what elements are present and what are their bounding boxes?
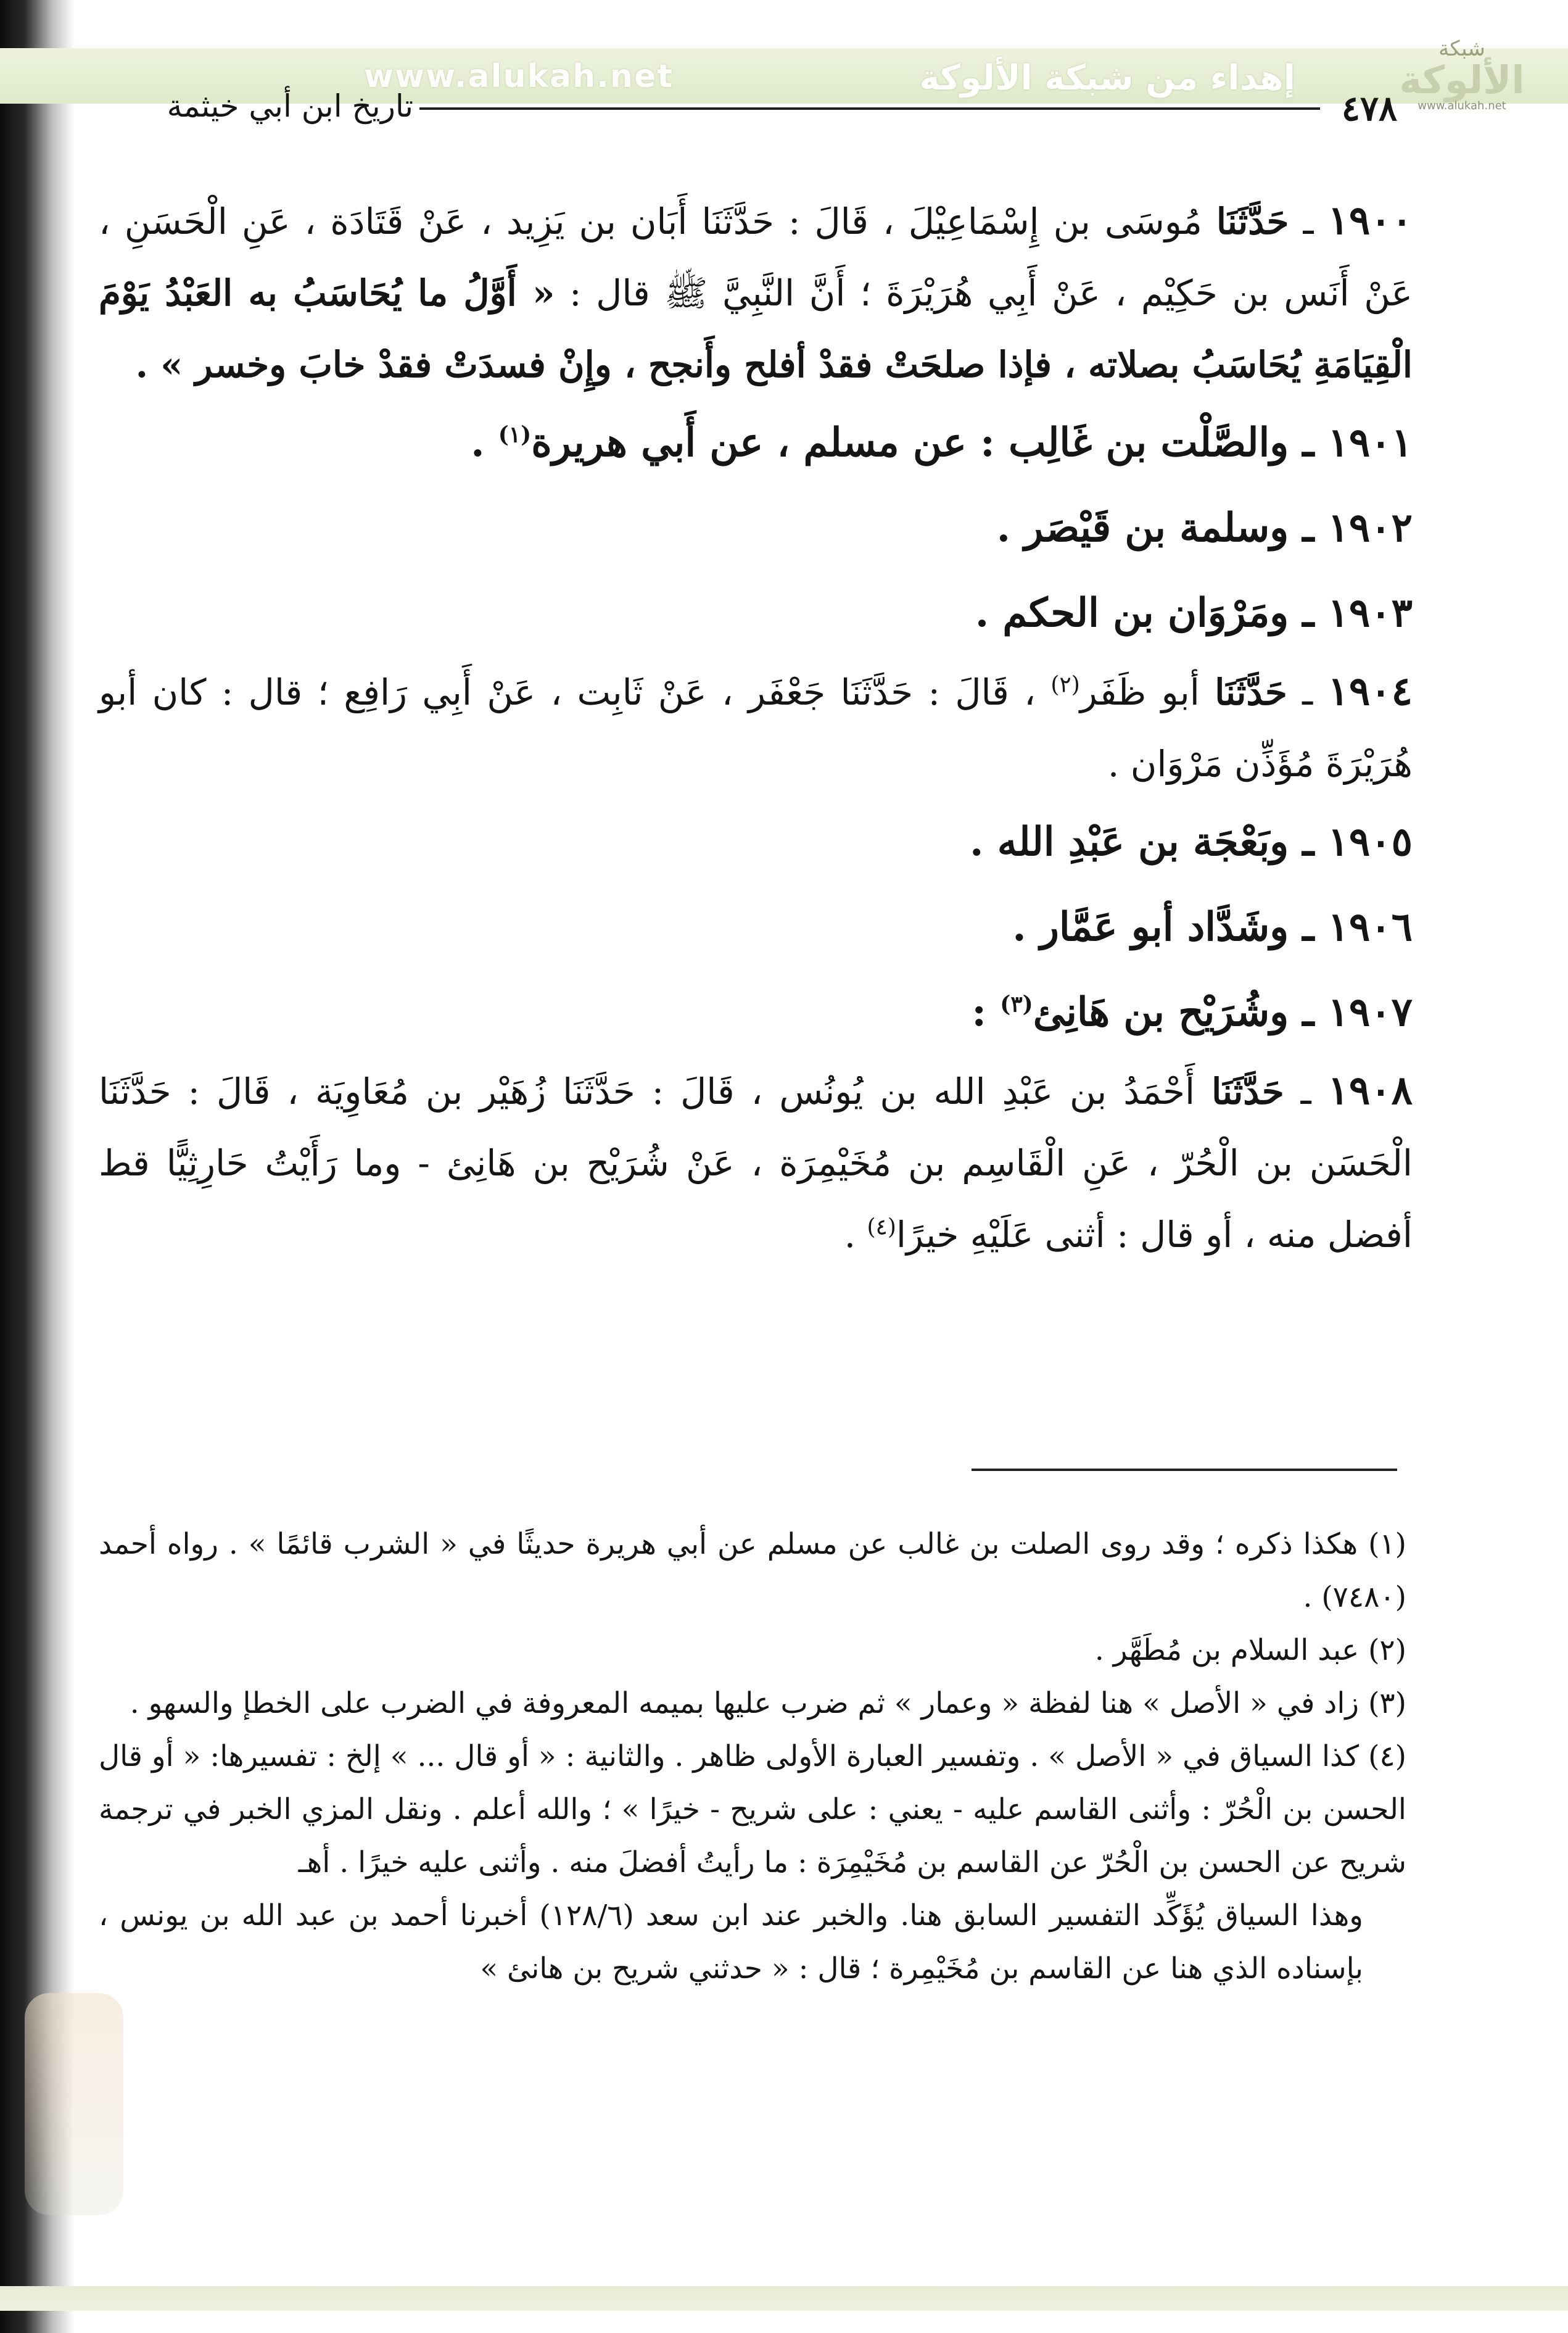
entry-1908: ١٩٠٨ ـ حَدَّثَنَا أَحْمَدُ بن عَبْدِ الله بن يُونُس ، قَالَ : حَدَّثَنَا زُهَيْر بن مُعَاوِيَة ، قَالَ : حَدَّثَنَا الْحَسَن بن الْحُرّ ، عَنِ الْقَاسِم بن مُخَيْمِرَة ، عَنْ شُرَيْح بن هَانِئ - وما رَأَيْتُ حَارِثِيًّا قط أفضل منه ، أو قال : أثنى عَلَيْهِ خيرًا$^{(٤)}$ .	[99, 1067, 1413, 1256]
main-text	[99, 185, 1413, 1270]
logo-url-text: www.alukah.net	[1417, 99, 1506, 112]
footnote-marker: (٢)	[1368, 1633, 1406, 1667]
footnote-separator	[972, 1469, 1397, 1471]
footnote-ref[interactable]: (٢)	[1050, 672, 1080, 698]
entry-text: ومَرْوَان بن الحكم .	[975, 590, 1289, 636]
banner-gift-text: إهداء من شبكة الألوكة	[919, 58, 1295, 98]
logo-main-text: الألوكة	[1399, 57, 1525, 102]
page-number: ٤٧٨	[1341, 88, 1398, 129]
footnote-text: كذا السياق في « الأصل » . وتفسير العبارة الأولى ظاهر . والثانية : « أو قال ... » إلخ : تفسيرها: « أو قال الحسن بن الْحُرّ : وأثنى القاسم عليه - يعني : على شريح - خيرًا » ؛ والله أعلم . ونقل المزي الخبر في ترجمة شريح عن الحسن بن الْحُرّ عن القاسم بن مُخَيْمِرَة : ما رأيتُ أفضلَ منه . وأثنى عليه خيرًا . أهـ	[99, 1739, 1406, 1879]
footnote-4	[99, 1730, 1406, 1889]
entry-1903: ١٩٠٣ ـ ومَرْوَان بن الحكم .	[975, 590, 1413, 636]
entry-text: أبو ظَفَر	[1079, 671, 1200, 713]
page-edge-shadow	[0, 0, 74, 2333]
header-rule	[419, 107, 1320, 110]
entry-number: ١٩٠٨	[1327, 1067, 1413, 1114]
entry-1906: ١٩٠٦ ـ وشَدَّاد أبو عَمَّار .	[1012, 904, 1413, 950]
entry-text: وبَعْجَة بن عَبْدِ الله .	[970, 819, 1289, 865]
entry-tail: :	[972, 989, 1001, 1035]
entry-1905: ١٩٠٥ ـ وبَعْجَة بن عَبْدِ الله .	[970, 819, 1413, 865]
entry-1902: ١٩٠٢ ـ وسلمة بن قَيْصَر .	[996, 505, 1413, 551]
entry-1904: ١٩٠٤ ـ حَدَّثَنَا أبو ظَفَر$^{(٢)}$ ، قَالَ : حَدَّثَنَا جَعْفَر ، عَنْ ثَابِت ، عَنْ أَبِي رَافِع ؛ قال : كان أبو هُرَيْرَةَ مُؤَذِّن مَرْوَان .	[99, 668, 1413, 785]
banner-site-url[interactable]: www.alukah.net	[364, 58, 674, 95]
entry-number: ١٩٠٤	[1327, 668, 1413, 715]
entry-number: ١٩٠٦	[1327, 904, 1413, 950]
footnote-ref[interactable]: (٤)	[867, 1214, 896, 1240]
entry-text: وشُرَيْح بن هَانِئ	[1033, 989, 1289, 1035]
hadith-quote: « أَوَّلُ ما يُحَاسَبُ به العَبْدُ يَوْمَ الْقِيَامَةِ يُحَاسَبُ بصلاته ، فإذا صلحَتْ فقدْ أفلح وأَنجح ، وإِنْ فسدَتْ فقدْ خابَ وخسر » .	[99, 272, 1413, 386]
corner-watermark	[25, 1993, 123, 2215]
entry-number: ١٩٠١	[1327, 420, 1413, 466]
footnote-ref[interactable]: (١)	[498, 421, 532, 448]
entry-1907: ١٩٠٧ ـ وشُرَيْح بن هَانِئ$^{(٣)}$ :	[972, 989, 1413, 1035]
footnote-ref[interactable]: (٣)	[1000, 991, 1033, 1017]
footnote-2	[99, 1624, 1406, 1677]
entry-tail: .	[844, 1214, 867, 1256]
entry-text: مُوسَى بن إِسْمَاعِيْلَ ، قَالَ : حَدَّثَنَا أَبَان بن يَزِيد ، عَنْ قَتَادَة ، عَنِ الْحَسَنِ ، عَنْ أَنَس بن حَكِيْم ، عَنْ أَبِي هُرَيْرَةَ ؛ أَنَّ النَّبِيَّ ﷺ قال :	[99, 201, 1413, 314]
entry-text: وسلمة بن قَيْصَر .	[996, 505, 1289, 551]
entry-text-cont: ، قَالَ : حَدَّثَنَا جَعْفَر ، عَنْ ثَابِت ، عَنْ أَبِي رَافِع ؛ قال : كان أبو هُرَيْرَةَ مُؤَذِّن مَرْوَان .	[99, 671, 1413, 785]
logo-top-text: شبكة	[1438, 36, 1485, 61]
running-title: تاريخ ابن أبي خيثمة	[167, 88, 413, 124]
entry-text: وشَدَّاد أبو عَمَّار .	[1012, 904, 1289, 950]
chain-keyword: حَدَّثَنَا	[1216, 201, 1289, 242]
footnote-text: هكذا ذكره ؛ وقد روى الصلت بن غالب عن مسلم عن أبي هريرة حديثًا في « الشرب قائمًا » . رواه أحمد (٧٤٨٠) .	[99, 1527, 1406, 1614]
entry-1901: ١٩٠١ ـ والصَّلْت بن غَالِب : عن مسلم ، عن أَبي هريرة$^{(١)}$ .	[471, 420, 1413, 466]
chain-keyword: حَدَّثَنَا	[1211, 1071, 1284, 1113]
entry-number: ١٩٠٢	[1327, 505, 1413, 551]
footnote-1	[99, 1518, 1406, 1624]
footnotes	[99, 1518, 1406, 1995]
entry-tail: .	[471, 420, 498, 466]
footnote-4-continuation: وهذا السياق يُؤَكِّد التفسير السابق هنا. والخبر عند ابن سعد (١٢٨/٦) أخبرنا أحمد بن عبد الله بن يونس ، بإسناده الذي هنا عن القاسم بن مُخَيْمِرة ؛ قال : « حدثني شريح بن هانئ »	[99, 1899, 1363, 1986]
entry-text: أَحْمَدُ بن عَبْدِ الله بن يُونُس ، قَالَ : حَدَّثَنَا زُهَيْر بن مُعَاوِيَة ، قَالَ : حَدَّثَنَا الْحَسَن بن الْحُرّ ، عَنِ الْقَاسِم بن مُخَيْمِرَة ، عَنْ شُرَيْح بن هَانِئ - وما رَأَيْتُ حَارِثِيًّا قط أفضل منه ، أو قال : أثنى عَلَيْهِ خيرًا	[99, 1071, 1413, 1256]
entry-number: ١٩٠٠	[1327, 197, 1413, 244]
entry-number: ١٩٠٧	[1327, 989, 1413, 1035]
footnote-marker: (٤)	[1368, 1739, 1406, 1773]
entry-number: ١٩٠٣	[1327, 590, 1413, 636]
footnote-text: عبد السلام بن مُطَهَّر .	[1094, 1633, 1360, 1667]
footnote-marker: (١)	[1368, 1527, 1406, 1561]
footnote-3	[99, 1677, 1406, 1730]
footnote-marker: (٣)	[1368, 1686, 1406, 1720]
footnote-text: زاد في « الأصل » هنا لفظة « وعمار » ثم ضرب عليها بميمه المعروفة في الضرب على الخطإ والسهو .	[130, 1686, 1360, 1720]
entry-1900: ١٩٠٠ ـ حَدَّثَنَا مُوسَى بن إِسْمَاعِيْلَ ، قَالَ : حَدَّثَنَا أَبَان بن يَزِيد ، عَنْ قَتَادَة ، عَنِ الْحَسَنِ ، عَنْ أَنَس بن حَكِيْم ، عَنْ أَبِي هُرَيْرَةَ ؛ أَنَّ النَّبِيَّ ﷺ قال : « أَوَّلُ ما يُحَاسَبُ به العَبْدُ يَوْمَ الْقِيَامَةِ يُحَاسَبُ بصلاته ، فإذا صلحَتْ فقدْ أفلح وأَنجح ، وإِنْ فسدَتْ فقدْ خابَ وخسر » .	[99, 197, 1413, 386]
bottom-band	[0, 2286, 1568, 2311]
entry-text: والصَّلْت بن غَالِب : عن مسلم ، عن أَبي هريرة	[531, 420, 1289, 466]
chain-keyword: حَدَّثَنَا	[1215, 671, 1287, 713]
entry-number: ١٩٠٥	[1327, 819, 1413, 865]
